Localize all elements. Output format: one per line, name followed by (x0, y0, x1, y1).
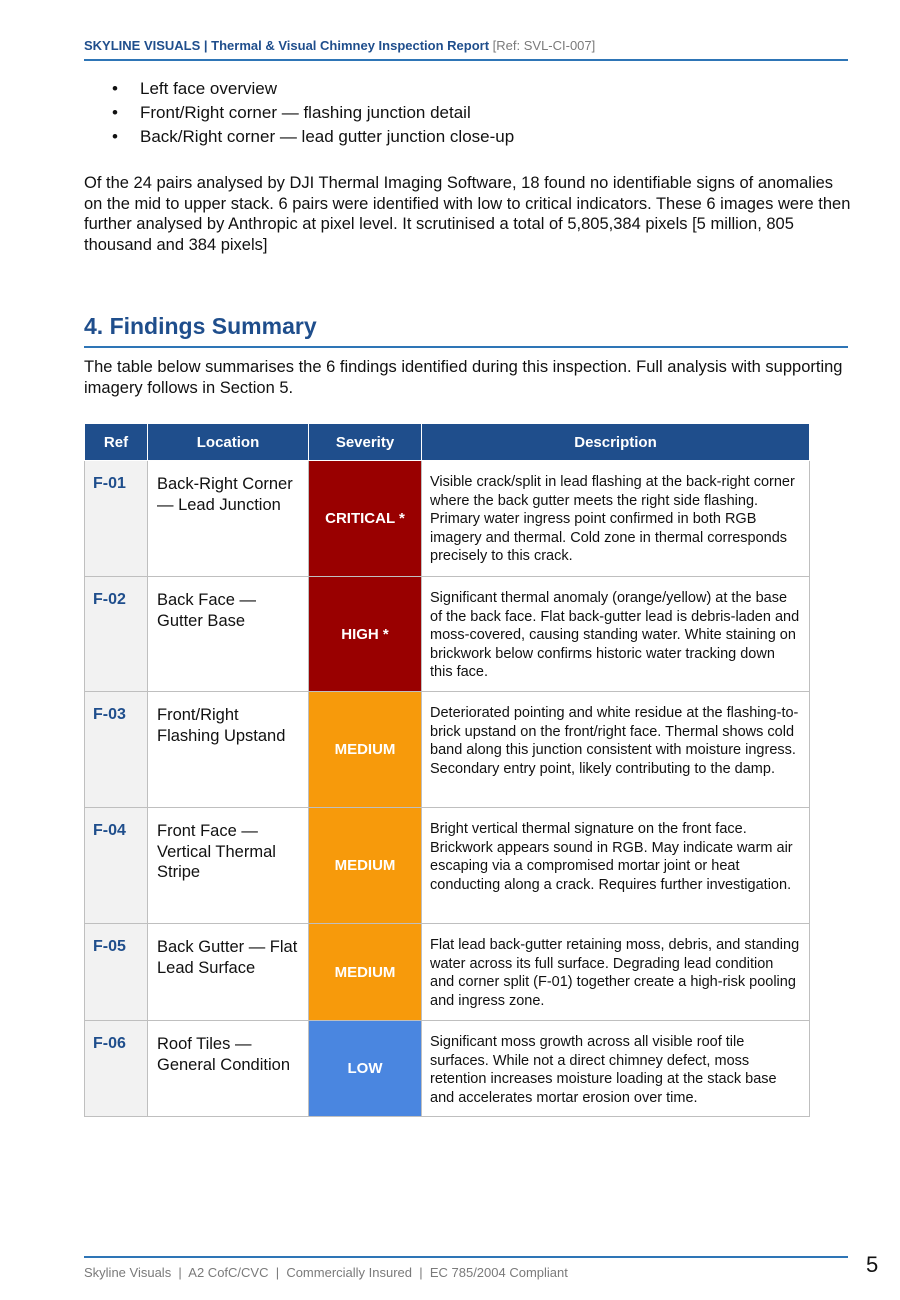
description-text: Flat lead back-gutter retaining moss, debris, and standing water across its full surface. Degrading lead condition and corner split (F-01) together create a high-risk pooling and ingress zone. (430, 937, 800, 1009)
location-cell (148, 1021, 309, 1117)
header-brand: SKYLINE VISUALS (84, 38, 201, 53)
bullet-item: • Left face overview (84, 77, 844, 101)
description-cell (422, 692, 810, 808)
ref-text: F-02 (93, 591, 126, 608)
description-text: Bright vertical thermal signature on the front face. Brickwork appears sound in RGB. May indicate warm air escaping via a compromised mortar joint or heat conducting along a crack. Requires further investigation. (430, 821, 793, 893)
header-ref: [Ref: SVL-CI-007] (489, 38, 596, 53)
ref-text: F-03 (93, 706, 126, 723)
footer-divider (84, 1256, 848, 1258)
ref-cell (85, 1021, 148, 1117)
severity-badge: MEDIUM (309, 692, 422, 808)
description-text: Deteriorated pointing and white residue at the flashing-to-brick upstand on the front/right face. Thermal shows cold band along this junction consistent with moisture ingress. Secondary entry point, likely contributing to the damp. (430, 705, 799, 777)
page-header (84, 38, 848, 61)
location-text: Back-Right Corner — Lead Junction (157, 475, 293, 514)
bullet-item: • Front/Right corner — flashing junction detail (84, 101, 844, 125)
table-header-row (85, 424, 810, 461)
ref-text: F-05 (93, 938, 126, 955)
ref-text: F-01 (93, 475, 126, 492)
table-row (85, 808, 810, 924)
bullet-item: • Back/Right corner — lead gutter junction close-up (84, 125, 844, 149)
page-number: 5 (866, 1252, 879, 1277)
ref-cell (85, 461, 148, 577)
header-location-col: Location (148, 424, 309, 461)
table-row (85, 692, 810, 808)
table-row (85, 1021, 810, 1117)
description-text: Significant moss growth across all visible roof tile surfaces. While not a direct chimney defect, moss retention increases moisture loading at the stack base and accelerates mortar erosion over time. (430, 1034, 777, 1106)
description-cell (422, 1021, 810, 1117)
location-cell (148, 808, 309, 924)
findings-table (84, 423, 810, 1117)
header-ref-col: Ref (85, 424, 148, 461)
description-cell (422, 924, 810, 1021)
description-cell (422, 577, 810, 692)
location-cell (148, 924, 309, 1021)
severity-badge: HIGH * (309, 577, 422, 692)
ref-cell (85, 692, 148, 808)
severity-badge: MEDIUM (309, 808, 422, 924)
location-text: Front/Right Flashing Upstand (157, 706, 286, 745)
ref-cell (85, 577, 148, 692)
location-text: Front Face — Vertical Thermal Stripe (157, 822, 276, 881)
header-separator: | (200, 38, 212, 53)
footer-text: Skyline Visuals | A2 CofC/CVC | Commercially Insured | EC 785/2004 Compliant (84, 1265, 568, 1280)
location-cell (148, 692, 309, 808)
analysis-paragraph: Of the 24 pairs analysed by DJI Thermal Imaging Software, 18 found no identifiable signs of anomalies on the mid to upper stack. 6 pairs were identified with low to critical indicators. These 6 images were then further analysed by Anthropic at pixel level. It scrutinised a total of 5,805,384 pixels [5 million, 805 thousand and 384 pixels] (84, 174, 851, 254)
bullet-list (84, 77, 844, 149)
location-cell (148, 461, 309, 577)
description-cell (422, 808, 810, 924)
table-row (85, 577, 810, 692)
header-title: Thermal & Visual Chimney Inspection Report (211, 38, 490, 53)
ref-cell (85, 924, 148, 1021)
location-cell (148, 577, 309, 692)
severity-badge: MEDIUM (309, 924, 422, 1021)
description-cell (422, 461, 810, 577)
table-row (85, 924, 810, 1021)
header-description-col: Description (422, 424, 810, 461)
section-title: 4. Findings Summary (84, 313, 848, 348)
table-row (85, 461, 810, 577)
location-text: Back Gutter — Flat Lead Surface (157, 938, 298, 977)
severity-badge: LOW (309, 1021, 422, 1117)
severity-badge: CRITICAL * (309, 461, 422, 577)
section-intro: The table below summarises the 6 findings identified during this inspection. Full analysis with supporting imagery follows in Section 5. (84, 358, 843, 397)
location-text: Roof Tiles — General Condition (157, 1035, 290, 1074)
description-text: Visible crack/split in lead flashing at the back-right corner where the back gutter meets the right side flashing. Primary water ingress point confirmed in both RGB imagery and thermal. Cold zone in thermal corresponds precisely to this crack. (430, 474, 795, 564)
header-severity-col: Severity (309, 424, 422, 461)
description-text: Significant thermal anomaly (orange/yellow) at the base of the back face. Flat back-gutter lead is debris-laden and moss-covered, causing standing water. White staining on brickwork below confirms historic water tracking down this face. (430, 590, 800, 680)
ref-cell (85, 808, 148, 924)
ref-text: F-06 (93, 1035, 126, 1052)
location-text: Back Face — Gutter Base (157, 591, 257, 630)
ref-text: F-04 (93, 822, 126, 839)
